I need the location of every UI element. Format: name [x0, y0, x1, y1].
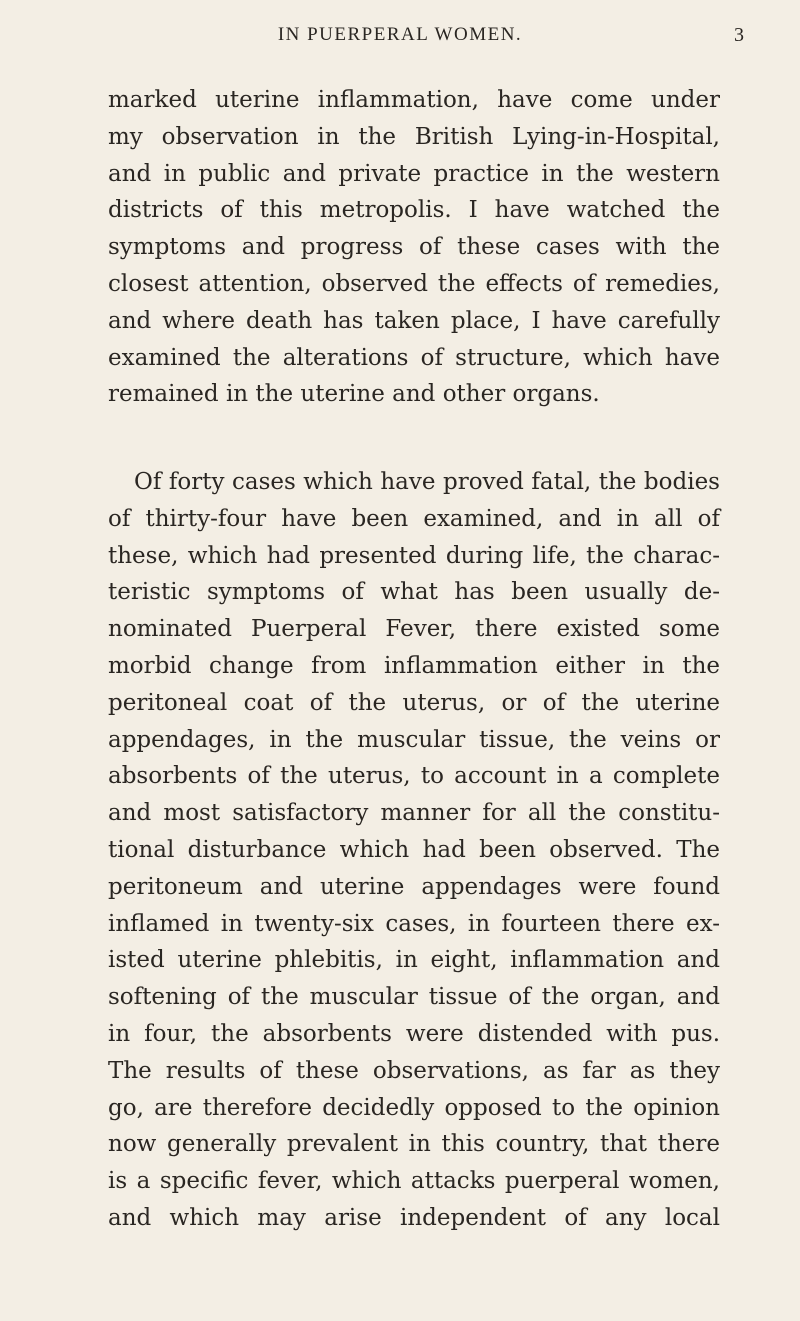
text-line: inflamed in twenty-six cases, in fourteen there ex-: [108, 910, 720, 937]
text-line: teristic symptoms of what has been usually de-: [108, 579, 720, 606]
running-header-title: IN PUERPERAL WOMEN.: [277, 24, 523, 45]
text-line: peritoneum and uterine appendages were found: [108, 873, 720, 900]
text-line: and where death has taken place, I have carefully: [108, 307, 720, 334]
text-line: these, which had presented during life, the charac-: [108, 542, 720, 569]
text-line: in four, the absorbents were distended with pus.: [108, 1020, 720, 1047]
text-line: softening of the muscular tissue of the organ, and: [108, 984, 720, 1011]
text-line: Of forty cases which have proved fatal, the bodies: [134, 469, 720, 495]
text-line: tional disturbance which had been observed. The: [108, 836, 720, 863]
text-line: appendages, in the muscular tissue, the veins or: [108, 726, 720, 753]
text-line: nominated Puerperal Fever, there existed some: [108, 616, 720, 643]
text-line: isted uterine phlebitis, in eight, inflammation and: [108, 947, 720, 974]
page-number: 3: [734, 24, 744, 46]
text-line: examined the alterations of structure, which have: [108, 344, 720, 371]
text-line: and which may arise independent of any local: [108, 1204, 720, 1231]
text-line: districts of this metropolis. I have watched the: [108, 197, 720, 224]
paragraph-2: [108, 464, 720, 1237]
text-line: my observation in the British Lying-in-Hospital,: [108, 123, 720, 150]
text-line: closest attention, observed the effects of remedies,: [108, 270, 720, 297]
text-line: The results of these observations, as far as they: [108, 1057, 720, 1084]
text-line: marked uterine inflammation, have come under: [108, 87, 720, 113]
text-line: absorbents of the uterus, to account in a complete: [108, 763, 720, 790]
text-line: is a specific fever, which attacks puerperal women,: [108, 1168, 720, 1195]
text-line: go, are therefore decidedly opposed to the opinion: [108, 1094, 720, 1121]
text-line: peritoneal coat of the uterus, or of the uterine: [108, 689, 720, 716]
running-header: [0, 24, 800, 54]
text-line: of thirty-four have been examined, and in all of: [108, 505, 720, 532]
text-line: remained in the uterine and other organs.: [108, 381, 600, 408]
text-line: symptoms and progress of these cases with the: [108, 234, 720, 261]
text-line: now generally prevalent in this country, that there: [108, 1131, 720, 1158]
text-line: and most satisfactory manner for all the constitu-: [108, 800, 720, 827]
text-line: and in public and private practice in the western: [108, 160, 720, 187]
text-line: morbid change from inflammation either in the: [108, 652, 720, 679]
paragraph-1: [108, 82, 720, 413]
